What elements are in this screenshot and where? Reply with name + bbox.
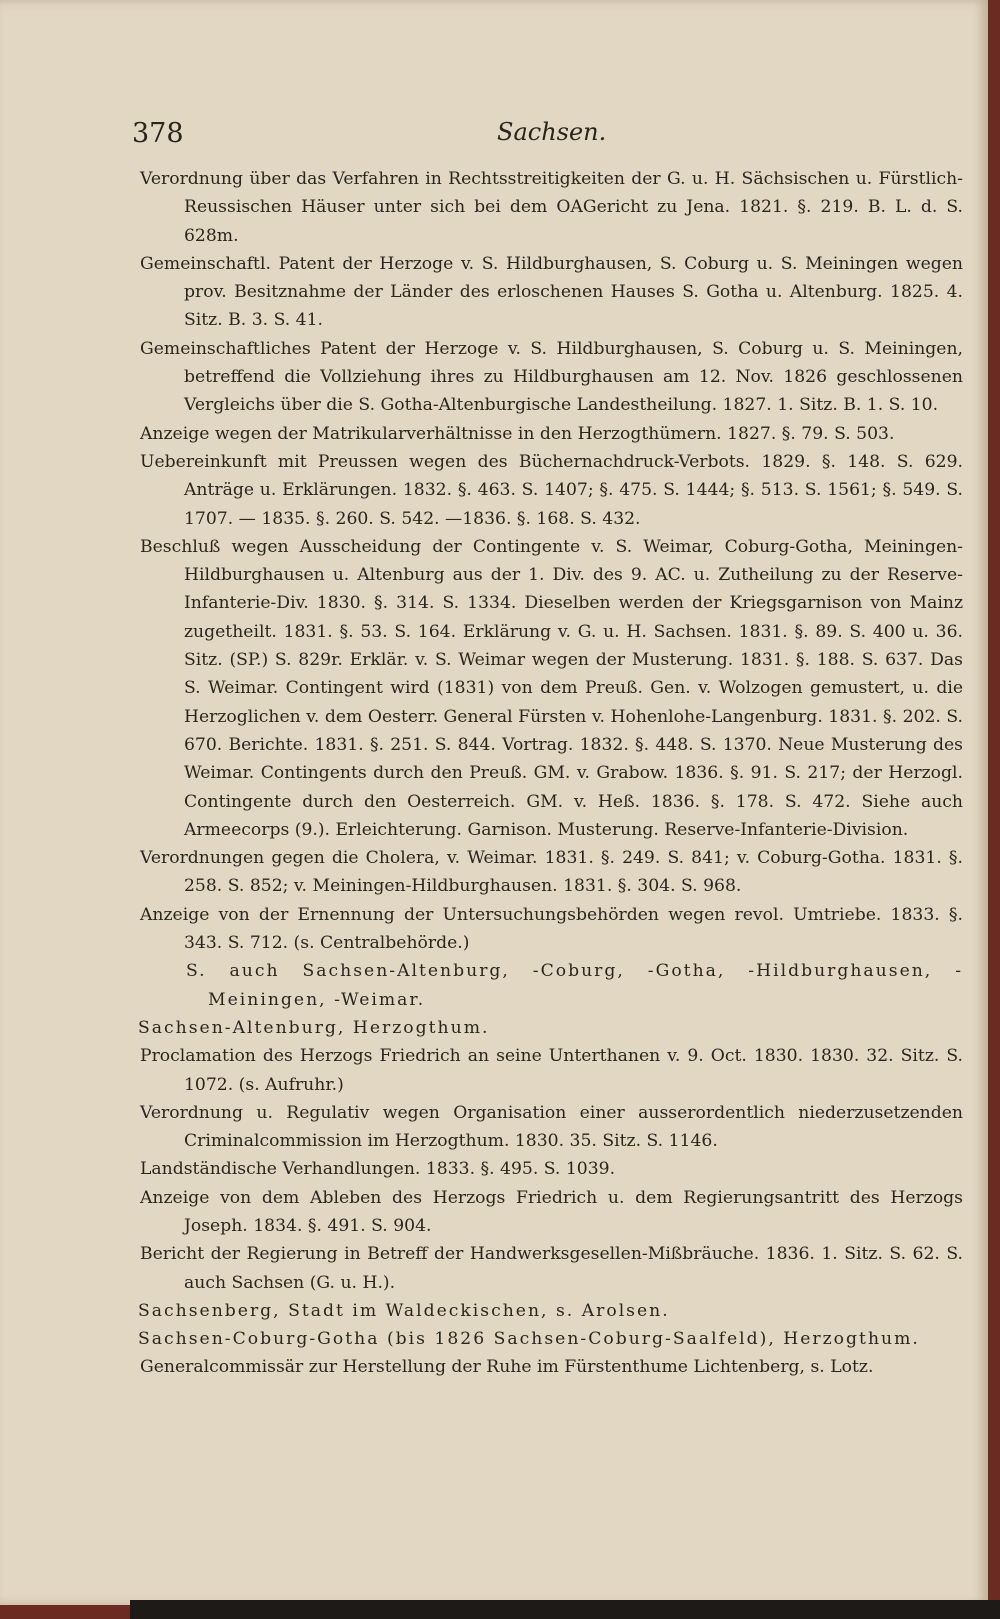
index-entry: Verordnung u. Regulativ wegen Organisation einer ausserordentlich niederzusetzenden Criminalcommission im Herzogthum. 1830. 35. Sitz. S. 1146.	[140, 1102, 963, 1152]
index-entry: Proclamation des Herzogs Friedrich an seine Unterthanen v. 9. Oct. 1830. 1830. 32. Sitz. S. 1072. (s. Aufruhr.)	[140, 1046, 963, 1095]
index-heading: Sachsenberg, Stadt im Waldeckischen, s. Arolsen.	[138, 1300, 670, 1321]
index-entry: Verordnungen gegen die Cholera, v. Weimar. 1831. §. 249. S. 841; v. Coburg-Gotha. 1831. §. 258. S. 852; v. Meiningen-Hildburghausen. 1831. §. 304. S. 968.	[140, 848, 963, 897]
index-entry: Uebereinkunft mit Preussen wegen des Büchernachdruck-Verbots. 1829. §. 148. S. 629. Anträge u. Erklärungen. 1832. §. 463. S. 1407; §. 475. S. 1444; §. 513. S. 1561; §. 549. S. 1707. — 1835. §. 260. S. 542. —1836. §. 168. S. 432.	[140, 451, 963, 529]
index-entry: Generalcommissär zur Herstellung der Ruhe im Fürstenthume Lichtenberg, s. Lotz.	[140, 1357, 874, 1378]
book-edge	[130, 1600, 1000, 1619]
index-entry: Beschluß wegen Ausscheidung der Contingente v. S. Weimar, Coburg-Gotha, Meiningen-Hildburghausen u. Altenburg aus der 1. Div. des 9. AC. u. Zutheilung zu der Reserve-Infanterie-Div. 1830. §. 314. S. 1334. Dieselben werden der Kriegsgarnison von Mainz zugetheilt. 1831. §. 53. S. 164. Erklärung v. G. u. H. Sachsen. 1831. §. 89. S. 400 u. 36. Sitz. (SP.) S. 829r. Erklär. v. S. Weimar wegen der Musterung. 1831. §. 188. S. 637. Das S. Weimar. Contingent wird (1831) von dem Preuß. Gen. v. Wolzogen gemustert, u. die Herzoglichen v. dem Oesterr. General Fürsten v. Hohenlohe-Langenburg. 1831. §. 202. S. 670. Berichte. 1831. §. 251. S. 844. Vortrag. 1832. §. 448. S. 1370. Neue Musterung des Weimar. Contingents durch den Preuß. GM. v. Grabow. 1836. §. 91. S. 217; der Herzogl. Contingente durch den Oesterreich. GM. v. Heß. 1836. §. 178. S. 472. Siehe auch Armeecorps (9.). Erleichterung. Garnison. Musterung. Reserve-Infanterie-Division.	[140, 536, 963, 840]
index-heading: Sachsen-Altenburg, Herzogthum.	[138, 1017, 490, 1038]
index-entry: Gemeinschaftl. Patent der Herzoge v. S. Hildburghausen, S. Coburg u. S. Meiningen wegen prov. Besitznahme der Länder des erloschenen Hauses S. Gotha u. Altenburg. 1825. 4. Sitz. B. 3. S. 41.	[140, 253, 963, 331]
index-entry: Bericht der Regierung in Betreff der Handwerksgesellen-Mißbräuche. 1836. 1. Sitz. S. 62. S. auch Sachsen (G. u. H.).	[140, 1244, 963, 1293]
running-head: Sachsen.	[497, 118, 607, 146]
index-entry: Landständische Verhandlungen. 1833. §. 495. S. 1039.	[140, 1159, 616, 1180]
index-entry: Anzeige von dem Ableben des Herzogs Friedrich u. dem Regierungsantritt des Herzogs Joseph. 1834. §. 491. S. 904.	[140, 1187, 963, 1236]
index-entry: Gemeinschaftliches Patent der Herzoge v. S. Hildburghausen, S. Coburg u. S. Meiningen, betreffend die Vollziehung ihres zu Hildburghausen am 12. Nov. 1826 geschlossenen Vergleichs über die S. Gotha-Altenburgische Landestheilung. 1827. 1. Sitz. B. 1. S. 10.	[140, 338, 963, 416]
index-entry: Anzeige wegen der Matrikularverhältnisse in den Herzogthümern. 1827. §. 79. S. 503.	[140, 423, 895, 444]
index-entry: Verordnung über das Verfahren in Rechtsstreitigkeiten der G. u. H. Sächsischen u. Fürstlich-Reussischen Häuser unter sich bei dem OAGericht zu Jena. 1821. §. 219. B. L. d. S. 628m.	[140, 169, 963, 246]
index-heading: Sachsen-Coburg-Gotha (bis 1826 Sachsen-Coburg-Saalfeld), Herzogthum.	[138, 1329, 920, 1350]
cross-reference-entry: S. auch Sachsen-Altenburg, -Coburg, -Gotha, -Hildburghausen, -Meiningen, -Weimar.	[186, 961, 963, 1010]
page-header	[132, 112, 928, 152]
page-number: 378	[132, 118, 184, 149]
index-entry: Anzeige von der Ernennung der Untersuchungsbehörden wegen revol. Umtriebe. 1833. §. 343. S. 712. (s. Centralbehörde.)	[140, 904, 963, 954]
index-entries	[138, 165, 963, 1382]
